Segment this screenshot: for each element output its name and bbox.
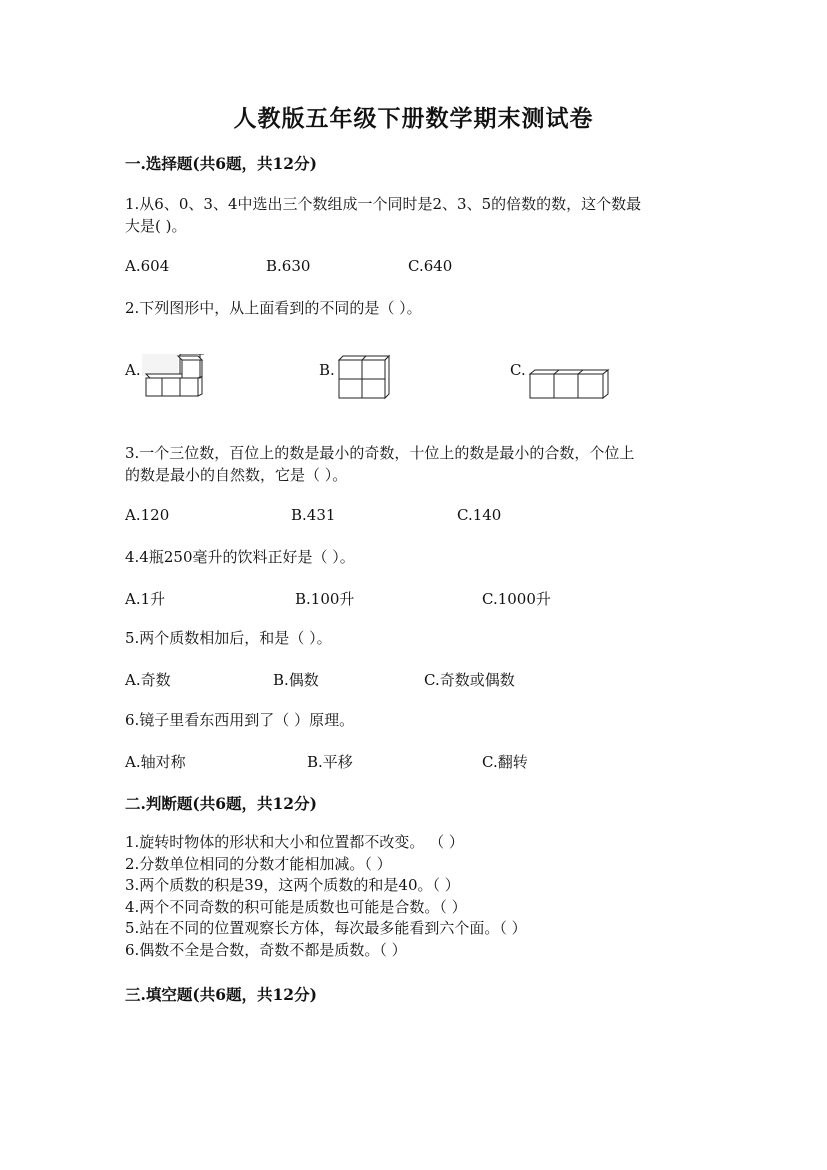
question-2-option-a-label: A. [125, 361, 141, 379]
question-6-option-a: A.轴对称 [125, 753, 186, 771]
cube-figure-a [142, 354, 204, 400]
section-heading-fill: 三.填空题(共6题，共12分) [125, 985, 317, 1004]
question-6-option-b: B.平移 [307, 753, 353, 771]
question-1-line-2: 大是( )。 [125, 217, 187, 235]
judge-item-2: 2.分数单位相同的分数才能相加减。（ ） [125, 854, 392, 873]
question-5-line-1: 5.两个质数相加后，和是（ ）。 [125, 629, 332, 647]
judge-item-5: 5.站在不同的位置观察长方体，每次最多能看到六个面。（ ） [125, 919, 527, 937]
question-4-option-a: A.1升 [125, 590, 166, 608]
exam-title: 人教版五年级下册数学期末测试卷 [233, 105, 594, 132]
question-3-option-b: B.431 [291, 506, 336, 524]
cube-figure-b [337, 354, 393, 400]
question-3-option-a: A.120 [125, 506, 170, 524]
question-1-line-1: 1.从6、0、3、4中选出三个数组成一个同时是2、3、5的倍数的数，这个数最 [125, 195, 642, 213]
question-1-option-b: B.630 [266, 257, 311, 275]
judge-item-6: 6.偶数不全是合数，奇数不都是质数。（ ） [125, 940, 407, 959]
cube-figure-c [528, 368, 614, 400]
question-3-line-2: 的数是最小的自然数，它是（ ）。 [125, 466, 348, 484]
question-4-line-1: 4.4瓶250毫升的饮料正好是（ ）。 [125, 548, 355, 566]
question-5-option-c: C.奇数或偶数 [424, 671, 515, 689]
question-2-option-c-label: C. [510, 361, 526, 379]
section-heading-choice: 一.选择题(共6题，共12分) [125, 154, 317, 173]
judge-item-1: 1.旋转时物体的形状和大小和位置都不改变。 （ ） [125, 833, 464, 851]
question-1-option-a: A.604 [125, 257, 170, 275]
question-3-option-c: C.140 [457, 506, 502, 524]
question-4-option-b: B.100升 [295, 590, 355, 608]
judge-item-3: 3.两个质数的积是39，这两个质数的和是40。（ ） [125, 876, 460, 894]
question-4-option-c: C.1000升 [482, 590, 551, 608]
question-2-line-1: 2.下列图形中，从上面看到的不同的是（ ）。 [125, 299, 422, 317]
question-5-option-a: A.奇数 [125, 671, 171, 689]
question-6-option-c: C.翻转 [482, 753, 528, 771]
question-3-line-1: 3.一个三位数，百位上的数是最小的奇数，十位上的数是最小的合数，个位上 [125, 444, 635, 462]
section-heading-judge: 二.判断题(共6题，共12分) [125, 794, 317, 813]
question-6-line-1: 6.镜子里看东西用到了（ ）原理。 [125, 711, 355, 729]
question-2-option-b-label: B. [319, 361, 335, 379]
judge-item-4: 4.两个不同奇数的积可能是质数也可能是合数。（ ） [125, 897, 467, 916]
question-5-option-b: B.偶数 [273, 671, 319, 689]
question-1-option-c: C.640 [408, 257, 453, 275]
